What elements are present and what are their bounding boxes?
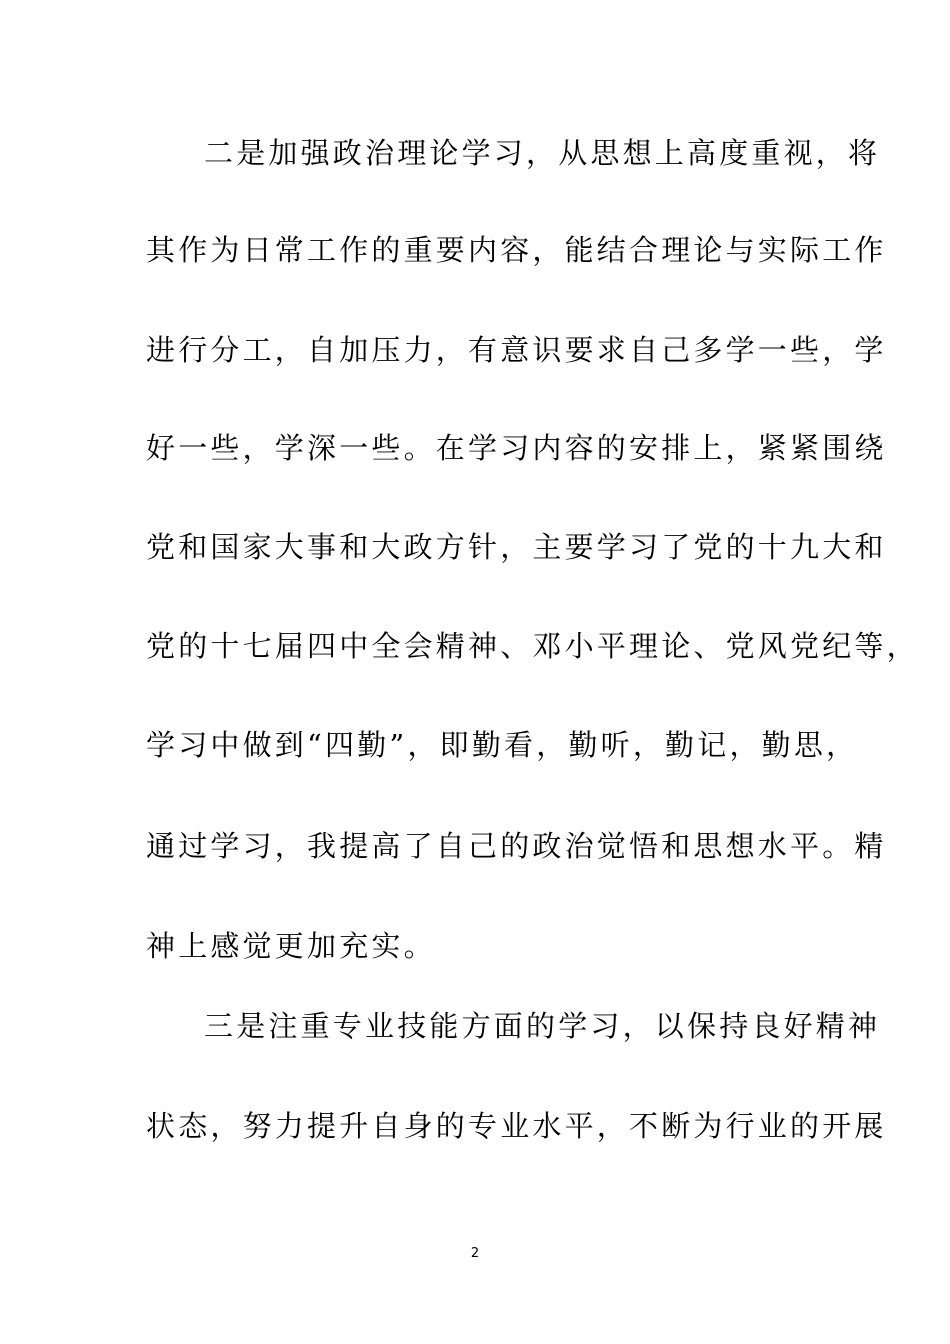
paragraph-line-10: 三是注重专业技能方面的学习，以保持良好精神 — [204, 1009, 881, 1043]
paragraph-line-3: 进行分工，自加压力，有意识要求自己多学一些，学 — [146, 333, 887, 367]
paragraph-line-11: 状态，努力提升自身的专业水平，不断为行业的开展 — [146, 1109, 887, 1143]
paragraph-line-4: 好一些，学深一些。在学习内容的安排上，紧紧围绕 — [146, 431, 887, 465]
paragraph-line-7: 学习中做到“四勤”，即勤看，勤听，勤记，勤思， — [146, 728, 859, 762]
paragraph-line-6: 党的十七届四中全会精神、邓小平理论、党风党纪等， — [146, 629, 919, 663]
paragraph-line-9: 神上感觉更加充实。 — [146, 929, 436, 963]
page-number: 2 — [470, 1246, 480, 1261]
paragraph-line-8: 通过学习，我提高了自己的政治觉悟和思想水平。精 — [146, 829, 887, 863]
paragraph-line-5: 党和国家大事和大政方针，主要学习了党的十九大和 — [146, 530, 887, 564]
paragraph-line-2: 其作为日常工作的重要内容，能结合理论与实际工作 — [146, 233, 887, 267]
paragraph-line-1: 二是加强政治理论学习，从思想上高度重视，将 — [204, 136, 881, 170]
